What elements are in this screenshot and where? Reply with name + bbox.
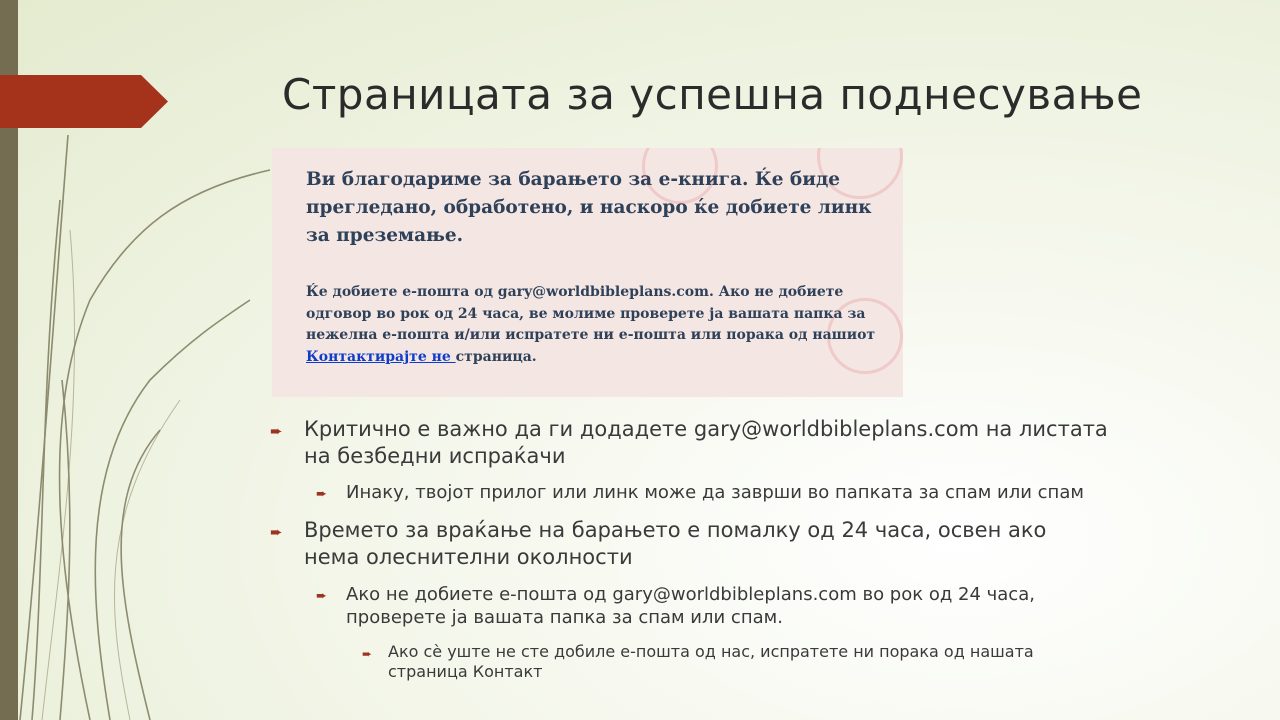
slide-title: Страницата за успешна поднесување	[282, 70, 1143, 119]
bullet-2-line-2: нема олеснителни околности	[304, 545, 633, 569]
bullet-arrow-icon: ➨	[362, 647, 373, 661]
title-arrow-shape	[0, 75, 168, 128]
thank-you-message: Ви благодариме за барањето за е-книга. Ќе биде прегледано, обработено, и наскоро ќе добиете линк за преземање.	[306, 169, 872, 246]
bullet-2-sub	[316, 583, 1035, 629]
email-instructions-text: Ќе добиете е-пошта од gary@worldbibleplans.com. Ако не добиете одговор во рок од 24 часа, ве молиме проверете ја вашата папка за нежелна е-пошта и/или испратете ни е-пошта или порака од нашиот	[306, 284, 876, 343]
bullet-arrow-icon: ➨	[316, 589, 327, 604]
email-instructions	[306, 282, 896, 368]
bullet-arrow-icon: ➨	[270, 422, 283, 440]
bullet-1-line-1: Критично е важно да ги додадете gary@worldbibleplans.com на листата	[304, 417, 1108, 441]
bullet-1-sub	[316, 481, 1084, 504]
email-instructions-tail: страница.	[455, 348, 537, 365]
bullet-2-subsub-line-1: Ако сè уште не сте добиле е-пошта од нас, испратете ни порака од нашата	[388, 642, 1034, 661]
bullet-arrow-icon: ➨	[270, 523, 283, 541]
bullet-2-sub-line-2: проверете ја вашата папка за спам или спам.	[346, 607, 783, 628]
bullet-2	[270, 517, 1046, 571]
bullet-1	[270, 416, 1108, 470]
bullet-1-line-2: на безбедни испраќачи	[304, 444, 566, 468]
bullet-2-sub-line-1: Ако не добиете е-пошта од gary@worldbibleplans.com во рок од 24 часа,	[346, 584, 1035, 605]
bullet-2-line-1: Времето за враќање на барањето е помалку од 24 часа, освен ако	[304, 518, 1047, 542]
bullet-1-sub-text: Инаку, твојот прилог или линк може да заврши во папката за спам или спам	[346, 482, 1084, 503]
bullet-2-subsub	[362, 642, 1034, 682]
bullet-arrow-icon: ➨	[316, 487, 327, 502]
submission-page-screenshot	[272, 148, 903, 397]
bullet-2-subsub-line-2: страница Контакт	[388, 662, 543, 681]
contact-us-link[interactable]: Контактирајте не	[306, 348, 456, 365]
